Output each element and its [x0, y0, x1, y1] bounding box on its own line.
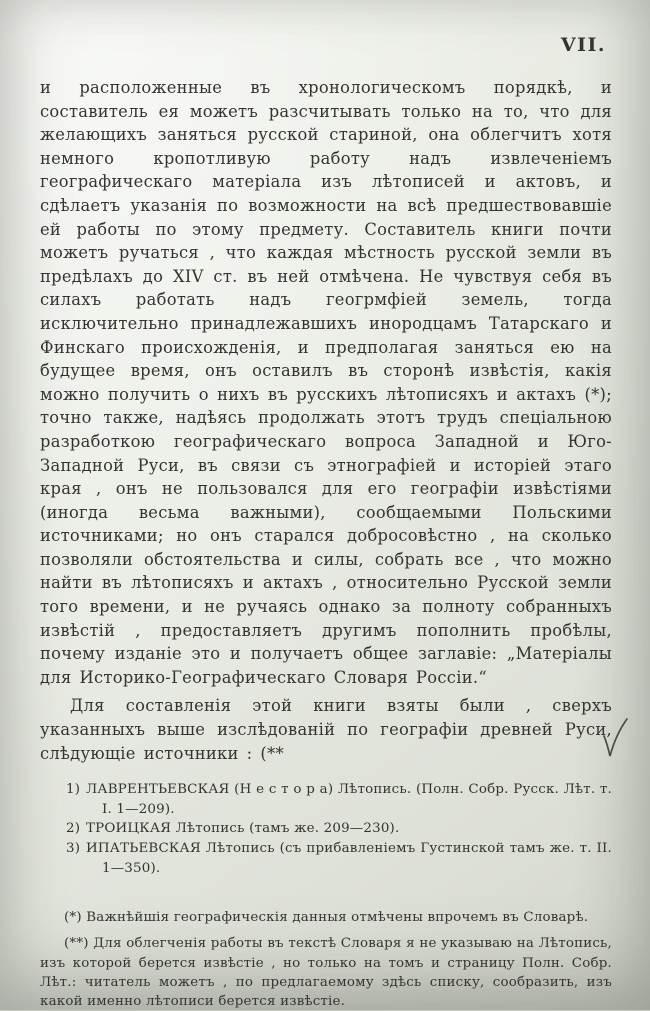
footnote: [40, 908, 612, 927]
source-item-number: 1): [66, 782, 81, 798]
footnote-text: Для облегченія работы въ текстѣ Словаря я не указываю на Лѣтопись, изъ которой берется извѣстіе , но только на томъ и страницу Полн. Собр. Лѣт.: читатель можетъ , по предлагаемому здѣсь списку, сообразить, изъ какой именно лѣтописи берется извѣстіе.: [40, 936, 612, 1009]
source-item-text: ИПАТЬЕВСКАЯ Лѣтопись (съ прибавленіемъ Густинской тамъ же. т. II. 1—350).: [86, 841, 612, 876]
source-item-text: ТРОИЦКАЯ Лѣтопись (тамъ же. 209—230).: [86, 821, 400, 837]
source-item-text: ЛАВРЕНТЬЕВСКАЯ (Н е с т о р а) Лѣтопись. (Полн. Собр. Русск. Лѣт. т. I. 1—209).: [86, 782, 612, 817]
footnote: [40, 934, 612, 1011]
page-number: VII.: [560, 34, 606, 56]
source-list: [46, 780, 612, 878]
footnote-marker: (**): [64, 936, 89, 952]
source-list-item: [46, 839, 612, 878]
footnotes: [40, 908, 612, 1011]
source-item-number: 3): [66, 841, 81, 856]
source-item-number: 2): [66, 821, 81, 837]
footnote-text: Важнѣйшія географическія данныя отмѣчены впрочемъ въ Словарѣ.: [86, 910, 589, 926]
source-list-item: [46, 780, 612, 819]
paragraph-sources-intro: Для составленія этой книги взяты были , сверхъ указанныхъ выше изслѣдованій по географіи древней Руси, слѣдующіе источники : (**: [40, 696, 612, 763]
footnote-marker: (*): [64, 910, 82, 926]
paragraph-main: и расположенные въ хронологическомъ порядкѣ, и составитель ея можетъ разсчитывать только на то, что для желающихъ заняться русской стариной, она облегчитъ хотя немного кропотливую работу надъ извлеченіемъ географическаго матеріала изъ лѣтописей и актовъ, и сдѣлаетъ указанія по возможности на всѣ предшествовавшіе ей работы по этому предмету. Составитель книги почти можетъ ручаться , что каждая мѣстность русской земли въ предѣлахъ до XIV ст. въ ней отмѣчена. Не чувствуя себя въ силахъ работать надъ геогрмфіей земель, тогда исключительно принадлежавшихъ инородцамъ Татарскаго и Финскаго происхожденія, и предполагая заняться ею на будущее время, онъ оставилъ въ сторонѣ извѣстія, какія можно получить о нихъ въ русскихъ лѣтописяхъ и актахъ (*); точно также, надѣясь продолжать этотъ трудъ спеціальною разработкою географическаго вопроса Западной и Юго-Западной Руси, въ связи съ этнографіей и исторіей этаго края , онъ не пользовался для его географіи извѣстіями (иногда весьма важными), сообщаемыми Польскими источниками; но онъ старался добросовѣстно , на сколько позволяли обстоятельства и силы, собрать все , что можно найти въ лѣтописяхъ и актахъ , относительно Русской земли того времени, и не ручаясь однако за полноту собранныхъ извѣстій , предоставляетъ другимъ пополнить пробѣлы, почему изданіе это и получаетъ общее заглавіе: „Матеріалы для Историко-Географическаго Словаря Россіи.“: [40, 78, 612, 687]
source-list-item: [46, 819, 612, 839]
